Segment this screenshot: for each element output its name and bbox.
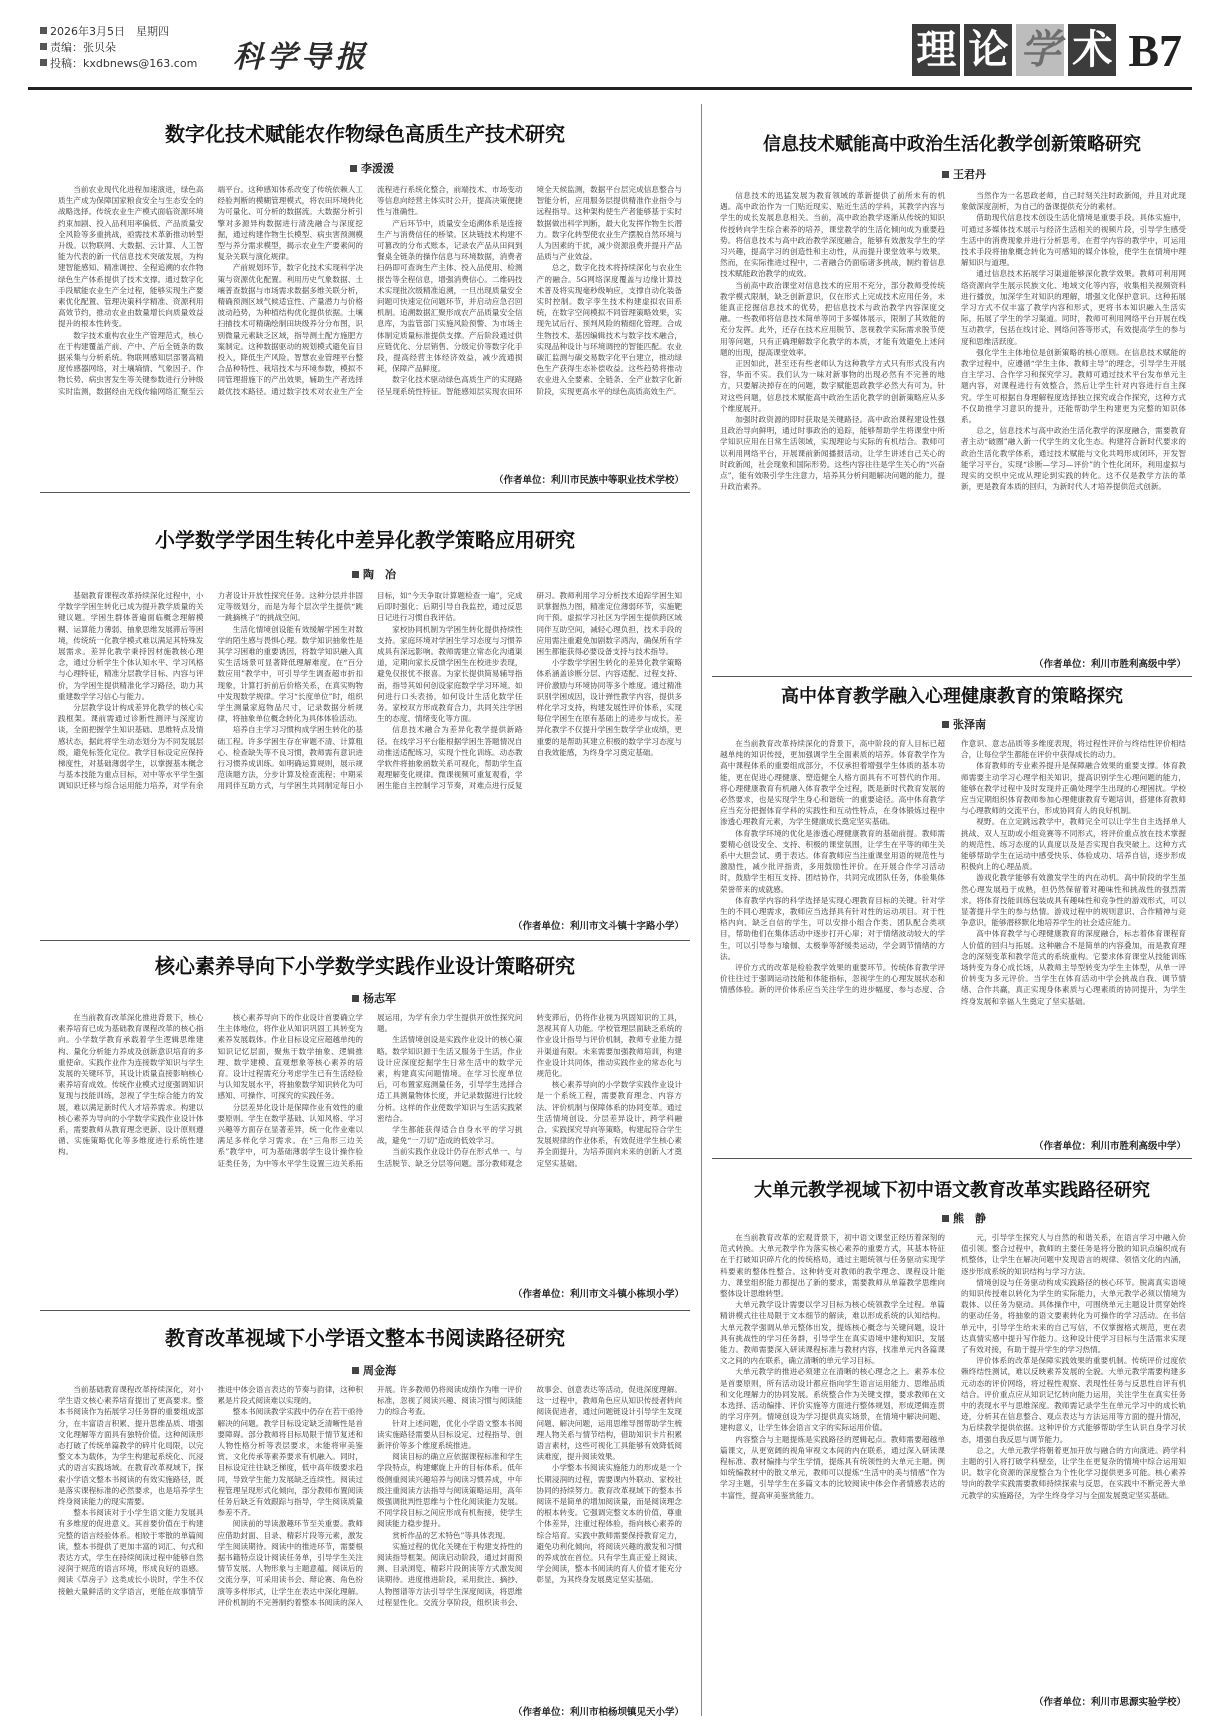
- author-affiliation: （作者单位：利川市文斗镇十字路小学）: [512, 921, 684, 932]
- article-body: 当前基础教育课程改革持续深化，对小学生语文核心素养培育提出了更高要求。整本书阅读作为拓展学习任务群的重要组成部分，在丰富语言积累、提升思维品质、增强文化理解等方面具有独特价值。这种阅读形态打破了传统单篇教学的碎片化局限，以完整文本为载体，为学生构建起系统化、沉浸式的语言实践场域。在教育改革视域下，探索小学语文整本书阅读的有效实施路径，既是落实课程标准的必然要求，也是培养学生终身阅读能力的现实需要。 整本书阅读对于小学生语文能力发展具有多维度的促进意义。其首要价值在于构建完整的语言经验体系。相较于零散的单篇阅读，整本书提供了更加丰富的词汇、句式和表达方式，学生在持续阅读过程中能够自然浸润于规范的语言环境，形成良好的语感。阅读《草房子》这类成长小说时，学生不仅接触大量鲜活的文学语言，更能在故事情节推进中体会语言表达的节奏与韵律，这种积累是片段式阅读难以实现的。 整本书阅读教学实践中仍存在若干亟待解决的问题。教学目标设定缺乏清晰性是首要障碍。部分教师将目标局限于情节复述和人物性格分析等表层要求，未能将审美鉴赏、文化传承等素养要求有机融入。同时，目标设定往往缺乏梯度，低中高年级要求趋同，导致学生能力发展缺乏连续性。阅读过程管理呈现形式化倾向，部分教师布置阅读任务后缺乏有效跟踪与指导，学生阅读质量参差不齐。 阅读前的导读激趣环节至关重要。教师应借助封面、目录、精彩片段等元素，激发学生阅读期待。阅读中的推进环节，需要根据书籍特点设计阅读任务单，引导学生关注情节发展、人物形象与主题意蕴。阅读后的交流分享，可采用读书会、辩论赛、角色扮演等多样形式，让学生在表达中深化理解。评价机制的不完善制约着整本书阅读的深入开展。许多教师仍将阅读成绩作为唯一评价标准，忽视了阅读兴趣、阅读习惯与阅读能力的综合考查。 针对上述问题，优化小学语文整本书阅读实施路径需要从目标设定、过程指导、创新评价等多个维度系统推进。 阅读目标的确立应依据课程标准和学生学段特点，构建螺旋上升的目标体系。低年级侧重阅读兴趣培养与阅读习惯养成，中年级注重阅读方法指导与阅读策略运用，高年级强调批判性思维与个性化阅读能力发展。不同学段目标之间应形成有机衔接，使学生阅读能力稳步提升。 赏析作品的艺术特色”等具体表现。 实施过程的优化关键在于构建支持性的阅读指导框架。阅读启动阶段，通过封面预测、目录浏览、精彩片段朗读等方式激发阅读期待。进度推进阶段，采用批注、摘抄、人物图谱等方法引导学生深度阅读，将思维过程显性化。交流分享阶段，组织读书会、故事会、创意表达等活动，促进深度理解。这一过程中，教师角色应从知识传授者转向阅读促进者，通过问题链设计引导学生发现问题、解决问题，运用思维导图帮助学生梳理人物关系与情节结构，借助知识卡片积累语言素材，这些可视化工具能够有效降低阅读难度，提升阅读效果。 小学整本书阅读实施能力的形成是一个长期浸润的过程，需要课内外联动、家校社协同的持续努力。教育改革视域下的整本书阅读不是简单的增加阅读量，而是阅读理念的根本转变。它强调完整文本的价值，尊重个体差异，注重过程体验，指向核心素养的综合培育。实践中教师需要保持教育定力，避免功利化倾向，将阅读兴趣的激发和习惯的养成放在首位。只有学生真正爱上阅读、学会阅读，整本书阅读的育人价值才能充分彰显，为其终身发展奠定坚实基础。: [58, 1385, 682, 1607]
- section-char: 术: [1068, 24, 1116, 76]
- divider: [40, 940, 690, 941]
- author-affiliation: （作者单位：利川市柏杨坝镇见天小学）: [512, 1707, 684, 1718]
- article-author: 李湲湲: [350, 160, 394, 176]
- square-bullet-icon: [942, 721, 949, 728]
- masthead: [28, 10, 1192, 90]
- article-politics-it: [712, 108, 1192, 673]
- author-affiliation: （作者单位：利川市胜利高级中学）: [1033, 659, 1186, 670]
- article-body: 当前农业现代化进程加速演进，绿色高质生产成为保障国家粮食安全与生态安全的战略选择。传统农业生产模式面临资源环境约束加剧、投入品利用率偏低、产品质量安全风险等多重挑战，亟需技术革新推动转型升级。以物联网、大数据、云计算、人工智能为代表的新一代信息技术突破发展，为构建智能感知、精准调控、全程追溯的农作物绿色生产体系提供了技术支撑。通过数字化手段赋能农业生产全过程，能够实现生产要素优化配置、管理决策科学精准、资源利用高效节约，推动农业由数量增长向质量效益提升的根本性转变。 数字技术重构农业生产管理范式，核心在于构建覆盖产前、产中、产后全链条的数据采集与分析系统。物联网感知层部署高精度传感器网络，对土壤墒情、气象因子、作物长势、病虫害发生等关键参数进行分钟级实时监测，数据经由无线传输网络汇聚至云端平台。这种感知体系改变了传统依赖人工经验判断的模糊管理模式，将农田环境转化为可量化、可分析的数据流。大数据分析引擎对多源异构数据进行清洗融合与深度挖掘，通过构建作物生长模型、病虫害预测模型与养分需求模型，揭示农业生产要素间的复杂关联与演化规律。 产前规划环节，数字化技术实现科学决策与资源优化配置。利用历史气象数据、土壤普查数据与市场需求数据多维关联分析，精确预测区域气候适宜性、产量潜力与价格波动趋势，为种植结构优化提供依据。土壤扫描技术可精确绘制田块级养分分布图，识别微量元素缺乏区域，指导测土配方施肥方案制定。这种数据驱动的规划模式避免盲目投入，降低生产风险。智慧农业管理平台整合品种特性、栽培技术与环境参数，模拟不同管理措施下的产出效果，辅助生产者选择最优技术路径。通过数字技术对农业生产全流程进行系统化整合，前端技术、市场变动等信息向经营主体实时公开，提高决策便捷性与准确性。 产后环节中，质量安全追溯体系是连接生产与消费信任的桥梁。区块链技术构建不可篡改的分布式账本，记录农产品从田间到餐桌全链条的操作信息与环境数据，消费者扫码即可查询生产主体、投入品使用、检测报告等全程信息，增强消费信心。二维码技术实现批次级精准追溯，一旦出现质量安全问题可快速定位问题环节，并启动应急召回机制。追溯数据汇聚形成农产品质量安全信息库，为监管部门实施风险预警、为市场主体制定质量标准提供支撑。产后阶段通过供应链优化、分层销售、分级定价等数字化手段，提高经营主体经济效益，减少流通损耗，保障产品鲜度。 数字化技术驱动绿色高质生产的实现路径呈现系统性特征。智能感知层实现农田环境全天候监测，数据平台层完成信息整合与智能分析，应用服务层提供精准作业指令与远程指导。这种架构使生产者能够基于实时数据做出科学判断，最大化发挥作物生长潜力。数字化转型使农业生产摆脱自然环境与人为因素的干扰，减少资源浪费并提升产品品质与产业效益。 总之，数字化技术将持续深化与农业生产的融合。5G网络深度覆盖与边缘计算技术普及将实现毫秒级响应，支撑自动化装备实时控制。数字孪生技术构建虚拟农田系统，在数字空间模拟不同管理策略效果，实现先试后行、预判风险的精细化管理。合成生物技术、基因编辑技术与数字技术融合，实现品种设计与环境调控的智能匹配。农业碳汇监测与碳交易数字化平台建立，推动绿色生产获得生态补偿收益。这些趋势将推动农业进入全要素、全链条、全产业数字化新阶段，实现更高水平的绿色高质高效生产。: [58, 185, 682, 396]
- article-body: 在当前教育改革的宏观背景下，初中语文课堂正经历着深刻的范式转换。大单元教学作为落实核心素养的重要方式，其基本特征在于打破知识碎片化的传统格局，通过主题统领与任务驱动实现学科要素的整体性整合。这种转变对教师的教学理念、课程设计能力、课堂组织能力都提出了新的要求，需要教师从单篇教学思维向整体设计思维转型。 大单元教学设计需要以学习目标为核心统领教学全过程。单篇精讲模式往往局限于文本细节的解读，难以形成系统的认知结构。大单元教学强调从单元整体出发，提炼核心概念与关键问题，设计具有挑战性的学习任务群，引导学生在真实语境中建构知识、发展能力。教师需要深入研读课程标准与教材内容，找准单元内各篇课文之间的内在联系，确立清晰的单元学习目标。 大单元教学的推进必须建立在清晰的核心理念之上。素养本位是首要原则，所有活动设计都应指向学生语言运用能力、思维品质和文化理解力的协同发展。系统整合作为关键支撑，要求教师在文本选择、活动编排、评价实施等方面进行整体规划，形成逻辑连贯的学习序列。情境创设为学习提供真实场景，在情境中解决问题、建构意义，让学生体会语言文字的实际运用价值。 内容整合与主题提炼是实践路径的逻辑起点。教师需要超越单篇课文，从更宽阔的视角审视文本间的内在联系，通过深入研读课程标准、教材编排与学生学情，提炼具有统领性的大单元主题。例如统编教材中的散文单元，教师可以提炼“生活中的美与情感”作为学习主题，引导学生在多篇文本的比较阅读中体会作者情感表达的丰富性，提高审美鉴赏能力。 元，引导学生探究人与自然的和谐关系，在语言学习中融入价值引领。整合过程中，教师的主要任务是将分散的知识点编织成有机整体，让学生在解决问题中发现语言的规律、领悟文化的内涵，逐步形成系统的知识结构与学习方法。 情境创设与任务驱动构成实践路径的核心环节。脱离真实语境的知识传授难以转化为学生的实际能力，大单元教学必须以情境为载体、以任务为驱动。具体操作中，可围绕单元主题设计贯穿始终的驱动任务，将抽象的语文要素转化为可操作的学习活动。在书信单元中，引导学生给未来的自己写信，不仅掌握格式规范，更在表达真情实感中提升写作能力。这种设计使学习目标与生活需求实现了有效对接，有助于提升学生的学习热情。 评价体系的改革是保障实践效果的重要机制。传统评价过度依赖终结性测试，难以反映素养发展的全貌。大单元教学需要构建多元动态的评价网络，将过程性观察、表现性任务与反思性自评有机结合。评价重点应从知识记忆转向能力运用，关注学生在真实任务中的表现水平与思维深度。教师需记录学生在单元学习中的成长轨迹，分析其在信息整合、观点表达与方法运用等方面的提升情况，为后续教学提供依据。这种评价方式能够帮助学生认识自身学习状态，增强自我反思与调节能力。 总之，大单元教学将朝着更加开放与融合的方向演进。跨学科主题的引入将打破学科壁垒，让学生在更复杂的情境中综合运用知识。数字化资源的深度整合为个性化学习提供更多可能。核心素养导向的教学实践需要教师持续探索与反思，在实践中不断完善大单元教学的实施路径，为学生终身学习与全面发展奠定坚实基础。: [720, 1233, 1186, 1500]
- square-bullet-icon: [942, 171, 949, 178]
- article-math-remedial: [40, 496, 690, 936]
- author-affiliation: （作者单位：利川市民族中等职业技术学校）: [493, 475, 684, 486]
- square-bullet-icon: [942, 1215, 949, 1222]
- article-body: 在当前教育改革持续深化的背景下，高中阶段的育人目标已超越单纯的知识传授，更加强调学生全面素质的培养。体育教学作为高中课程体系的重要组成部分，不仅承担着增强学生体质的基本功能，更在促进心理健康、塑造健全人格方面具有不可替代的作用。将心理健康教育有机融入体育教学全过程，既是新时代教育发展的必然要求，也是实现学生身心和谐统一的重要途径。高中体育教学应当充分把握体育学科的实践性和互动性特点，在身体锻炼过程中渗透心理教育元素，为学生健康成长奠定坚实基础。 体育教学环境的优化是渗透心理健康教育的基础前提。教师需要精心创设安全、支持、积极的课堂氛围，让学生在平等的师生关系中大胆尝试、勇于表达。体育教师应当注重课堂用语的规范性与激励性，减少批评指责，多用鼓励性评价。在开展合作学习活动时，鼓励学生相互支持、团结协作，共同完成团队任务，体验集体荣誉带来的成就感。 体育教学内容的科学选择是实现心理教育目标的关键。针对学生的不同心理需求，教师应当选择具有针对性的运动项目。对于性格内向、缺乏自信的学生，可以安排小组合作类、团队配合类项目，帮助他们在集体活动中逐步打开心扉；对于情绪波动较大的学生，可以引导参与瑜伽、太极拳等舒缓类运动，学会调节情绪的方法。 评价方式的改革是检验教学效果的重要环节。传统体育教学评价往往过于强调运动技能和体能指标，忽视学生的心理发展状态和情感体验。新的评价体系应当关注学生的进步幅度、参与态度、合作意识、意志品质等多维度表现，将过程性评价与终结性评价相结合，让每位学生都能在评价中获得成长的动力。 体育教师的专业素养提升是保障融合效果的重要支撑。体育教师需要主动学习心理学相关知识，提高识别学生心理问题的能力，能够在教学过程中及时发现并正确处理学生出现的心理困扰。学校应当定期组织体育教师参加心理健康教育专题培训，搭建体育教师与心理教师的交流平台，形成协同育人的良好机制。 视野。在立定跳远教学中，教师完全可以让学生自主选择单人挑战、双人互助或小组竞赛等不同形式，将评价重点放在技术掌握的规范性、练习态度的认真度以及是否实现自我突破上。这种方式能够帮助学生在运动中感受快乐、体验成功、培养自信，逐步形成积极向上的心理品质。 游戏化教学能够有效激发学生的内在动机。高中阶段的学生虽然心理发展趋于成熟，但仍然保留着对趣味性和挑战性的强烈需求。将体育技能训练包装成具有趣味性和竞争性的游戏形式，可以显著提升学生的参与热情。游戏过程中的规则意识、合作精神与竞争意识，能够潜移默化地培养学生的社会适应能力。 高中体育教学与心理健康教育的深度融合，标志着体育课程育人价值的回归与拓展。这种融合不是简单的内容叠加，而是教育理念的深刻变革和教学范式的系统重构。它要求体育课堂从技能训练场转变为身心成长场，从教师主导型转变为学生主体型，从单一评价转变为多元评价。当学生在体育活动中学会挑战自我、调节情绪、合作共赢，真正实现身体素质与心理素质的协同提升，为学生终身发展和幸福人生奠定了坚实基础。: [720, 739, 1186, 1006]
- article-body: 信息技术的迅猛发展为教育领域的革新提供了前所未有的机遇。高中政治作为一门贴近现实、贴近生活的学科，其教学内容与学生的成长发展息息相关。当前，高中政治教学逐渐从传统的知识传授转向学生综合素养的培养，课堂教学的生活化倾向成为重要趋势。将信息技术与高中政治教学深度融合，能够有效激发学生的学习兴趣，提高学习的创造性和主动性，从而提升课堂效率与效果。然而，在实际推进过程中，二者融合仍面临诸多挑战，制约着信息技术赋能政治教学的成效。 当前高中政治课堂对信息技术的应用不充分，部分教师受传统教学模式限制，缺乏创新意识，仅在形式上完成技术应用任务，未能真正挖掘信息技术的优势，把信息技术与政治教学内容深度交融。一些教师将信息技术简单等同于多媒体展示，限制了其效能的充分发挥。此外，还存在技术应用脱节、忽视教学实际需求脱节使用等问题，只有正确理解数字化教学的本质，才能有效避免上述问题的出现，提高课堂效率。 正因如此，甚至还有些老师认为这种教学方式只有形式没有内容，华而不实。我们认为一味对新事物的出现必然有不完善的地方，只要解决掉存在的问题，数字赋能思政教学必然大有可为。针对这些问题，信息技术赋能高中政治生活化教学的创新策略应从多个维度展开。 加强时政资源的即时获取是关键路径。高中政治课程建设性强且政治导向鲜明，通过时事政治的追踪，能够帮助学生将课堂中所学知识应用在日常生活领域，实现理论与实际的有机结合。教师可以利用网络平台，开展课前新闻播报活动，让学生讲述自己关心的时政新闻，社会现象和国际形势。这些内容往往是学生关心的“兴奋点”，能有效吸引学生注意力，培养其分析问题解决问题的能力，提升政治素养。 当然作为一名思政老师，自己时刻关注时政新闻，并且对此现象做深度剖析，为自己的备课提供充分的素材。 借助现代信息技术创设生活化情境是重要手段。具体实施中，可通过多媒体技术展示与经济生活相关的视频片段，引导学生感受生活中的消费现象并进行分析思考。在哲学内容的教学中，可运用技术手段将抽象概念转化为可感知的媒介体验，使学生在情境中理解知识与道理。 通过信息技术拓展学习渠道能够深化教学效果。教师可利用网络资源向学生展示民族文化、地域文化等内容，收集相关视频资料进行播放，加深学生对知识的理解，增强文化保护意识。这种拓展学习方式不仅丰富了教学内容和形式，更将书本知识融入生活实际，拓展了学生的学习渠道。同时，教师可利用网络平台开展在线互动教学，包括在线讨论、网络问答等形式，有效提高学生的参与度和思维活跃度。 强化学生主体地位是创新策略的核心原则。在信息技术赋能的教学过程中，应遵循“学生主体、教师主导”的理念，引导学生开展自主学习、合作学习和探究学习。教师可通过技术平台发布单元主题内容，对课程进行有效整合，然后让学生针对内容进行自主探究。学生可根据自身理解程度选择独立探究或合作探究，这种方式不仅助推学习意识的提升，还能帮助学生构建更为完整的知识体系。 总之，信息技术与高中政治生活化教学的深度融合，需要教育者主动“破圈”融入新一代学生的文化生态。构建符合新时代要求的政治生活化教学体系，通过技术赋能与文化共鸣形成闭环，开发智能学习平台，实现“诊断—学习—评价”的个性化闭环，利用虚拟与现实的交织中完成从理论到实践的转化。这不仅是教学方法的革新，更是教育本质的回归，为新时代人才培养提供范式创新。: [720, 191, 1186, 492]
- article-title: 小学数学学困生转化中差异化教学策略应用研究: [155, 528, 575, 552]
- article-reading-books: [40, 1314, 690, 1719]
- square-bullet-icon: [40, 43, 47, 50]
- section-char: 论: [964, 24, 1012, 76]
- article-title: 大单元教学视域下初中语文教育改革实践路径研究: [754, 1180, 1150, 1201]
- article-title: 数字化技术赋能农作物绿色高质生产技术研究: [165, 122, 565, 146]
- article-title: 高中体育教学融入心理健康教育的策略探究: [781, 686, 1123, 707]
- column-divider: [701, 104, 702, 1716]
- article-author: 周金海: [352, 1362, 396, 1378]
- section-banner: [912, 22, 1182, 78]
- article-author: 王君丹: [942, 166, 986, 182]
- article-agri-digital: [40, 108, 690, 488]
- article-math-homework: [40, 944, 690, 1306]
- article-pe-mental: [712, 680, 1192, 1155]
- contact-email: 投稿：kxdbnews@163.com: [50, 57, 198, 70]
- article-title: 信息技术赋能高中政治生活化教学创新策略研究: [763, 134, 1141, 155]
- article-author: 陶 冶: [352, 566, 396, 582]
- issue-date: 2026年3月5日 星期四: [50, 25, 169, 38]
- article-chinese-unit: [712, 1162, 1192, 1717]
- divider: [40, 492, 690, 493]
- square-bullet-icon: [352, 571, 359, 578]
- article-author: 张泽南: [942, 716, 986, 732]
- article-author: 杨志军: [352, 990, 396, 1006]
- article-title: 教育改革视域下小学语文整本书阅读路径研究: [165, 1326, 565, 1350]
- divider: [712, 676, 1192, 677]
- square-bullet-icon: [352, 1367, 359, 1374]
- author-affiliation: （作者单位：利川市胜利高级中学）: [1033, 1141, 1186, 1152]
- square-bullet-icon: [40, 27, 47, 34]
- section-char: 学: [1016, 24, 1064, 76]
- issue-meta: [40, 24, 197, 72]
- article-body: 在当前教育改革深化推进背景下，核心素养培育已成为基础教育课程改革的核心指向。小学数学教育承载着学生逻辑思维建构、量化分析能力养成及创新意识培育的多重使命。实践作业作为连接数学知识与学生发展的关键环节，其设计质量直接影响核心素养培育成效。传统作业模式过度强调知识复现与技能训练，忽视了学生综合能力的发展，难以满足新时代人才培养需求。构建以核心素养为导向的小学数学实践作业设计体系，需要教师从教育理念更新、设计原则遵循、实施策略优化等多维度进行系统性建构。 核心素养导向下的作业设计首要确立学生主体地位，将作业从知识巩固工具转变为素养发展载体。作业目标设定应超越单纯的知识记忆层面，聚焦于数学抽象、逻辑推理、数学建模、直观想象等核心素养的培育。设计过程需充分考虑学生已有生活经验与认知发展水平，将抽象数学知识转化为可感知、可操作、可探究的实践任务。 分层差异化设计是保障作业有效性的重要原则。学生在数学基础、认知风格、学习兴趣等方面存在显著差异，统一化作业难以满足多样化学习需求。在“三角形三边关系”教学中，可为基础薄弱学生设计操作验证类任务，为中等水平学生设置三边关系拓展运用，为学有余力学生提供开放性探究问题。 生活情境创设是实践作业设计的核心策略。数学知识源于生活又服务于生活，作业设计应深度挖掘学生日常生活中的数学元素，构建真实问题情境。在学习长度单位后，可布置家庭测量任务，引导学生选择合适工具测量物体长度，并记录数据进行比较分析。这样的作业使数学知识与生活实践紧密结合。 学生都能获得适合自身水平的学习挑战，避免“一刀切”造成的低效学习。 当前实践作业设计仍存在形式单一、与生活脱节、缺乏分层等问题。部分教师观念转变滞后，仍将作业视为巩固知识的工具，忽视其育人功能。学校管理层面缺乏系统的作业设计指导与评价机制，教师专业能力提升渠道有限。未来需要加强教师培训，构建作业设计共同体，推动实践作业的常态化与规范化。 核心素养导向的小学数学实践作业设计是一个系统工程，需要教育理念、内容方法、评价机制与保障体系的协同变革。通过生活情境创设、分层差异设计、跨学科融合、实践探究导向等策略，构建起符合学生发展规律的作业体系，有效促进学生核心素养全面提升，为培养面向未来的创新人才奠定坚实基础。: [58, 1013, 682, 1168]
- divider: [712, 1158, 1192, 1159]
- section-char: 理: [912, 24, 960, 76]
- author-affiliation: （作者单位：利川市思源实验学校）: [1033, 1697, 1186, 1708]
- page-number: B7: [1128, 24, 1182, 76]
- square-bullet-icon: [350, 165, 357, 172]
- editor: 责编：张贝朵: [50, 41, 116, 54]
- article-title: 核心素养导向下小学数学实践作业设计策略研究: [155, 954, 575, 978]
- article-author: 熊 静: [942, 1210, 986, 1226]
- divider: [40, 1310, 690, 1311]
- square-bullet-icon: [352, 995, 359, 1002]
- author-affiliation: （作者单位：利川市文斗镇小栋坝小学）: [512, 1289, 684, 1300]
- square-bullet-icon: [40, 59, 47, 66]
- paper-logo: 科学导报: [233, 40, 369, 75]
- article-body: 基础教育课程改革持续深化过程中，小学数学学困生转化已成为提升教学质量的关键议题。学困生群体普遍面临概念理解模糊、运算能力薄弱、抽象思维发展滞后等困境，传统统一化教学模式难以满足其特殊发展需求。差异化教学秉持因材施教核心理念，通过分析学生个体认知水平、学习风格与心理特征，精准分层教学目标、内容与评价，为学困生提供精准化学习路径，助力其重建数学学习信心与能力。 分层教学设计构成差异化教学的核心实践框架。课前需通过诊断性测评与深度访谈，全面把握学生知识基础、思维特点及情感状态，据此将学生动态划分为不同发展层级，避免标签化定位。教学目标设定应保持梯度性，对基础薄弱学生，以掌握基本概念与基本技能为重点目标，对中等水平学生强调知识迁移与综合运用能力培养，对学有余力者设计开放性探究任务。这种分层并非固定等级划分，而是为每个层次学生提供“跳一跳摘桃子”的挑战空间。 生活化情境创设能有效缓解学困生对数学的陌生感与畏惧心理。数学知识抽象性是其学习困难的重要诱因，将数学知识融入真实生活场景可显著降低理解难度。在“百分数应用”教学中，可引导学生调查超市折扣现象，计算打折前后价格关系，在真实购物中发现数学规律。学习“长度单位”时，组织学生测量家庭物品尺寸，记录数据分析规律，将抽象单位概念转化为具体体验活动。 培养自主学习习惯构成学困生转化的基础工程。许多学困生存在审题不清、计算粗心、检查缺失等不良习惯，教师需有意识进行习惯养成训练。如明确运算规则，展示规范读题方法，分步计算及检查流程；中期采用同伴互助方式，与学困生共同制定每日小目标，如“今天争取计算题检查一遍”，完成后即时强化；后期引导自我监控，通过反思日记进行习惯自我评估。 家校协同机制为学困生转化提供持续性支持。家庭环境对学困生学习态度与习惯养成具有深远影响。教师需建立常态化沟通渠道，定期向家长反馈学困生在校进步表现，避免仅报忧不报喜。为家长提供简易辅导指南，指导其如何创设家庭数学学习环境。如何进行口头表扬，如何设计生活化数学任务。家校双方形成教育合力，共同关注学困生的态度、情绪变化等方面。 信息技术融合为差异化教学提供新路径。在线学习平台能根据学困生答题情况自动推送适配练习，实现个性化训练。动态教学软件将抽象函数关系可视化，帮助学生直观理解变化规律。微课视频可重复观看，学困生能自主控制学习节奏，对难点进行反复研习。教师利用学习分析技术追踪学困生知识掌握热力图，精准定位薄弱环节，实施靶向干预。虚拟学习社区为学困生提供跨区域同伴互助空间，减轻心理负担，技术手段的应用需注重避免加剧数字鸿沟，确保所有学困生都能获得必要设备支持与技术指导。 小学数学学困生转化的差异化教学策略体系涵盖诊断分层、内容适配、过程支持、评价激励与环境协同等多个维度。通过精准识别学困成因，设计弹性教学内容，提供多样化学习支持，构建发展性评价体系，实现每位学困生在原有基础上的进步与成长。差异化教学不仅提升学困生数学学业成绩，更重要的是帮助其建立积极的数学学习态度与自我效能感，为终身学习奠定基础。: [58, 591, 682, 791]
